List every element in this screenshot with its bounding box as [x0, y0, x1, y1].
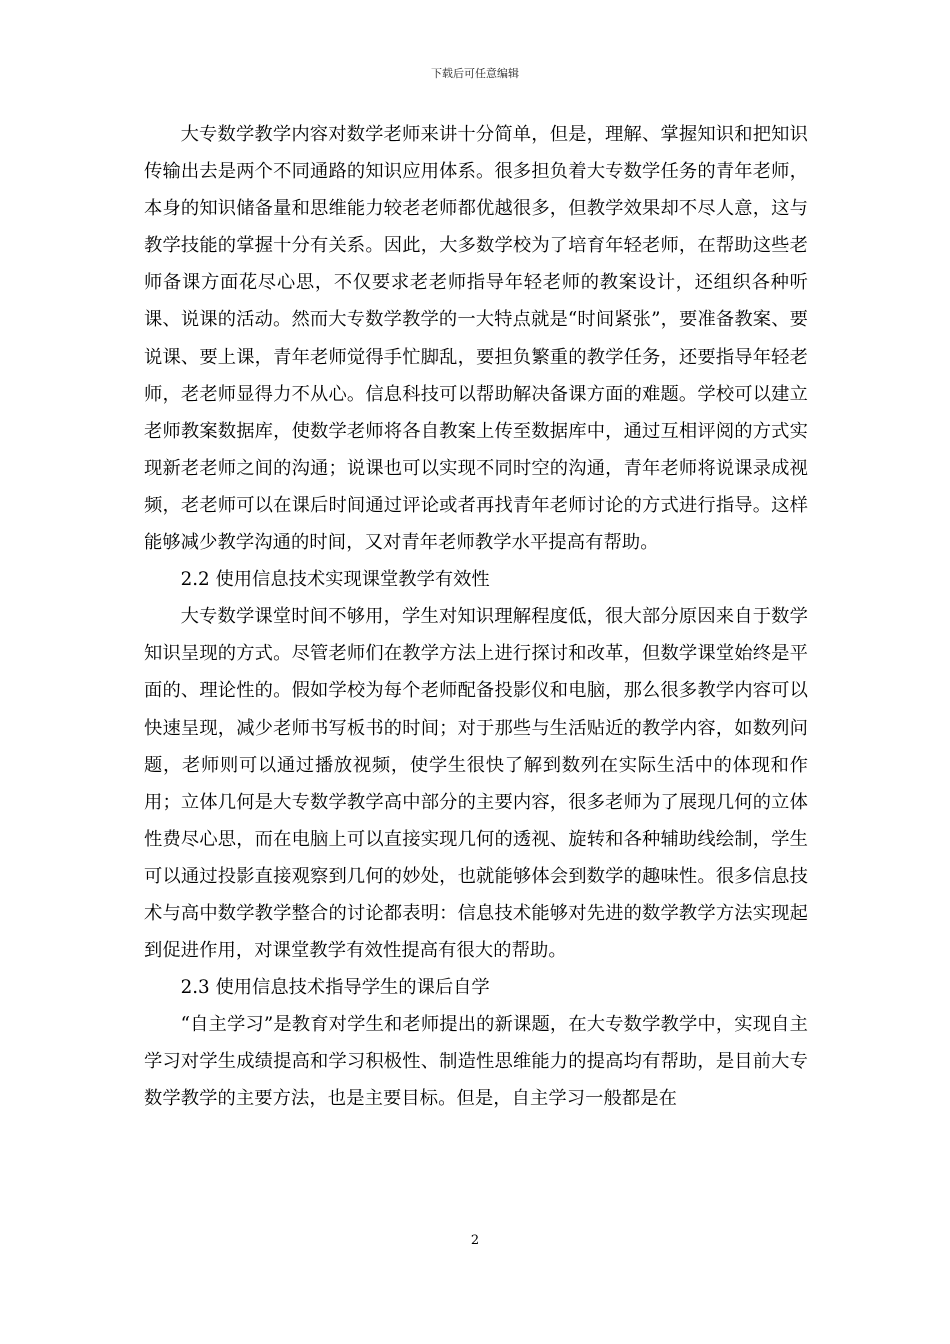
section-heading-2-2: 2.2 使用信息技术实现课堂教学有效性 — [180, 569, 490, 591]
paragraph-self-study: “自主学习”是教育对学生和老师提出的新课题，在大专数学教学中，实现自主学习对学生成绩提高和学习积极性、制造性思维能力的提高均有帮助，是目前大专数学教学的主要方法，也是主要目标。但是，自主学习一般都是在 — [144, 1014, 808, 1110]
page-number: 2 — [470, 1233, 480, 1248]
paragraph-classroom-effectiveness: 大专数学课堂时间不够用，学生对知识理解程度低，很大部分原因来自于数学知识呈现的方式。尽管老师们在教学方法上进行探讨和改革，但数学课堂始终是平面的、理论性的。假如学校为每个老师配备投影仪和电脑，那么很多教学内容可以快速呈现，减少老师书写板书的时间；对于那些与生活贴近的教学内容，如数列问题，老师则可以通过播放视频，使学生很快了解到数列在实际生活中的体现和作用；立体几何是大专数学教学高中部分的主要内容，很多老师为了展现几何的立体性费尽心思，而在电脑上可以直接实现几何的透视、旋转和各种辅助线绘制，学生可以通过投影直接观察到几何的妙处，也就能够体会到数学的趣味性。很多信息技术与高中数学教学整合的讨论都表明：信息技术能够对先进的数学教学方法实现起到促进作用，对课堂教学有效性提高有很大的帮助。 — [144, 606, 808, 962]
page-header: 下载后可任意编辑 — [431, 67, 519, 80]
section-heading-2-3: 2.3 使用信息技术指导学生的课后自学 — [180, 977, 490, 999]
document-body — [144, 116, 808, 1118]
paragraph-teaching-preparation: 大专数学教学内容对数学老师来讲十分简单，但是，理解、掌握知识和把知识传输出去是两个不同通路的知识应用体系。很多担负着大专数学任务的青年老师，本身的知识储备量和思维能力较老老师都优越很多，但教学效果却不尽人意，这与教学技能的掌握十分有关系。因此，大多数学校为了培育年轻老师，在帮助这些老师备课方面花尽心思，不仅要求老老师指导年轻老师的教案设计，还组织各种听课、说课的活动。然而大专数学教学的一大特点就是“时间紧张”，要准备教案、要说课、要上课，青年老师觉得手忙脚乱，要担负繁重的教学任务，还要指导年轻老师，老老师显得力不从心。信息科技可以帮助解决备课方面的难题。学校可以建立老师教案数据库，使数学老师将各自教案上传至数据库中，通过互相评阅的方式实现新老老师之间的沟通；说课也可以实现不同时空的沟通，青年老师将说课录成视频，老老师可以在课后时间通过评论或者再找青年老师讨论的方式进行指导。这样能够减少教学沟通的时间，又对青年老师教学水平提高有帮助。 — [144, 124, 808, 554]
